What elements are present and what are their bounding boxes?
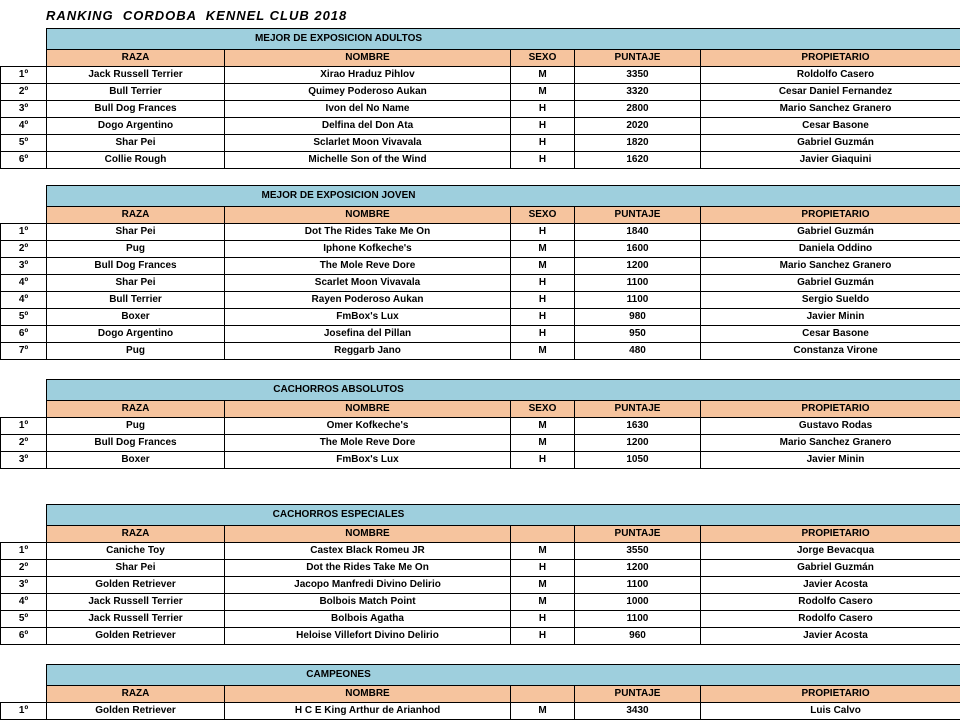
rank-position: 1º <box>1 418 47 435</box>
cell-sexo: M <box>511 543 575 560</box>
rank-position: 3º <box>1 577 47 594</box>
section-title <box>47 186 960 207</box>
table-row <box>1 543 960 560</box>
table-row <box>1 703 960 720</box>
cell-raza: Caniche Toy <box>47 543 225 560</box>
cell-nombre: FmBox's Lux <box>225 452 511 469</box>
cell-puntaje: 1840 <box>575 224 701 241</box>
cell-puntaje: 3550 <box>575 543 701 560</box>
cell-propietario: Cesar Basone <box>701 118 960 135</box>
cell-puntaje: 1000 <box>575 594 701 611</box>
cell-propietario: Mario Sanchez Granero <box>701 435 960 452</box>
column-header-puntaje: PUNTAJE <box>575 401 701 418</box>
ranking-table <box>0 185 960 360</box>
column-header-puntaje: PUNTAJE <box>575 526 701 543</box>
cell-raza: Jack Russell Terrier <box>47 594 225 611</box>
ranking-section <box>0 185 960 360</box>
section-title <box>47 380 960 401</box>
cell-raza: Shar Pei <box>47 275 225 292</box>
cell-sexo: H <box>511 224 575 241</box>
cell-puntaje: 1050 <box>575 452 701 469</box>
ranking-section <box>0 504 960 645</box>
table-row <box>1 67 960 84</box>
cell-puntaje: 1100 <box>575 611 701 628</box>
cell-raza: Shar Pei <box>47 560 225 577</box>
cell-sexo: H <box>511 275 575 292</box>
ranking-table <box>0 504 960 645</box>
cell-propietario: Daniela Oddino <box>701 241 960 258</box>
cell-raza: Boxer <box>47 309 225 326</box>
rank-position: 2º <box>1 84 47 101</box>
rank-position: 5º <box>1 135 47 152</box>
cell-sexo: M <box>511 84 575 101</box>
table-row <box>1 343 960 360</box>
page-title: RANKING CORDOBA KENNEL CLUB 2018 <box>46 8 348 23</box>
cell-propietario: Luis Calvo <box>701 703 960 720</box>
cell-raza: Golden Retriever <box>47 628 225 645</box>
column-header-propietario: PROPIETARIO <box>701 526 960 543</box>
rank-position: 5º <box>1 611 47 628</box>
cell-sexo: H <box>511 560 575 577</box>
cell-sexo: H <box>511 309 575 326</box>
table-row <box>1 326 960 343</box>
cell-nombre: Castex Black Romeu JR <box>225 543 511 560</box>
cell-nombre: Jacopo Manfredi Divino Delirio <box>225 577 511 594</box>
cell-puntaje: 950 <box>575 326 701 343</box>
cell-propietario: Roldolfo Casero <box>701 67 960 84</box>
cell-sexo: H <box>511 628 575 645</box>
column-header-sexo: SEXO <box>511 50 575 67</box>
section-band-row <box>1 505 960 526</box>
cell-puntaje: 1600 <box>575 241 701 258</box>
cell-nombre: Iphone Kofkeche's <box>225 241 511 258</box>
cell-sexo: H <box>511 135 575 152</box>
table-row <box>1 418 960 435</box>
section-title <box>47 505 960 526</box>
rank-position: 6º <box>1 326 47 343</box>
table-row <box>1 628 960 645</box>
band-gap <box>1 665 47 686</box>
table-row <box>1 135 960 152</box>
column-header-propietario: PROPIETARIO <box>701 207 960 224</box>
ranking-table <box>0 379 960 469</box>
ranking-section <box>0 664 960 720</box>
cell-puntaje: 1100 <box>575 577 701 594</box>
cell-raza: Boxer <box>47 452 225 469</box>
column-header-raza: RAZA <box>47 50 225 67</box>
cell-puntaje: 2020 <box>575 118 701 135</box>
ranking-section <box>0 28 960 169</box>
column-header-nombre: NOMBRE <box>225 50 511 67</box>
cell-sexo: H <box>511 611 575 628</box>
band-gap <box>1 186 47 207</box>
cell-nombre: Ivon del No Name <box>225 101 511 118</box>
column-header-raza: RAZA <box>47 686 225 703</box>
column-header-nombre: NOMBRE <box>225 526 511 543</box>
cell-puntaje: 1820 <box>575 135 701 152</box>
rank-position: 4º <box>1 275 47 292</box>
table-row <box>1 258 960 275</box>
cell-sexo: H <box>511 452 575 469</box>
cell-raza: Shar Pei <box>47 135 225 152</box>
cell-puntaje: 1100 <box>575 292 701 309</box>
rank-position: 4º <box>1 594 47 611</box>
cell-puntaje: 1100 <box>575 275 701 292</box>
cell-raza: Jack Russell Terrier <box>47 611 225 628</box>
ranking-table <box>0 28 960 169</box>
column-header-raza: RAZA <box>47 401 225 418</box>
table-row <box>1 241 960 258</box>
cell-sexo: M <box>511 577 575 594</box>
section-title-text: MEJOR DE EXPOSICION ADULTOS <box>254 33 423 44</box>
cell-sexo: M <box>511 67 575 84</box>
column-header-sexo <box>511 526 575 543</box>
cell-nombre: Scarlet Moon Vivavala <box>225 275 511 292</box>
cell-puntaje: 2800 <box>575 101 701 118</box>
column-header-propietario: PROPIETARIO <box>701 401 960 418</box>
table-row <box>1 452 960 469</box>
rank-position: 4º <box>1 292 47 309</box>
cell-propietario: Rodolfo Casero <box>701 594 960 611</box>
cell-puntaje: 3430 <box>575 703 701 720</box>
cell-nombre: Josefina del Pillan <box>225 326 511 343</box>
cell-raza: Bull Dog Frances <box>47 435 225 452</box>
cell-nombre: Delfina del Don Ata <box>225 118 511 135</box>
cell-nombre: The Mole Reve Dore <box>225 435 511 452</box>
cell-raza: Pug <box>47 241 225 258</box>
column-header-raza: RAZA <box>47 207 225 224</box>
cell-raza: Dogo Argentino <box>47 326 225 343</box>
cell-propietario: Mario Sanchez Granero <box>701 101 960 118</box>
cell-raza: Pug <box>47 343 225 360</box>
header-gap <box>1 526 47 543</box>
cell-propietario: Gabriel Guzmán <box>701 224 960 241</box>
cell-nombre: Michelle Son of the Wind <box>225 152 511 169</box>
column-header-row <box>1 686 960 703</box>
cell-sexo: H <box>511 101 575 118</box>
cell-nombre: Dot the Rides Take Me On <box>225 560 511 577</box>
column-header-propietario: PROPIETARIO <box>701 50 960 67</box>
cell-propietario: Javier Minin <box>701 309 960 326</box>
cell-sexo: M <box>511 594 575 611</box>
rank-position: 1º <box>1 224 47 241</box>
table-row <box>1 118 960 135</box>
column-header-puntaje: PUNTAJE <box>575 50 701 67</box>
cell-nombre: Rayen Poderoso Aukan <box>225 292 511 309</box>
rank-position: 3º <box>1 452 47 469</box>
cell-propietario: Javier Acosta <box>701 628 960 645</box>
cell-raza: Dogo Argentino <box>47 118 225 135</box>
section-band-row <box>1 665 960 686</box>
cell-nombre: The Mole Reve Dore <box>225 258 511 275</box>
cell-nombre: Dot The Rides Take Me On <box>225 224 511 241</box>
cell-raza: Golden Retriever <box>47 577 225 594</box>
section-band-row <box>1 186 960 207</box>
cell-nombre: Quimey Poderoso Aukan <box>225 84 511 101</box>
rank-position: 3º <box>1 258 47 275</box>
cell-propietario: Rodolfo Casero <box>701 611 960 628</box>
cell-propietario: Javier Acosta <box>701 577 960 594</box>
cell-nombre: Omer Kofkeche's <box>225 418 511 435</box>
cell-sexo: M <box>511 343 575 360</box>
rank-position: 5º <box>1 309 47 326</box>
column-header-row <box>1 207 960 224</box>
table-row <box>1 594 960 611</box>
cell-propietario: Gabriel Guzmán <box>701 135 960 152</box>
column-header-raza: RAZA <box>47 526 225 543</box>
rank-position: 2º <box>1 435 47 452</box>
cell-puntaje: 1200 <box>575 560 701 577</box>
section-title <box>47 29 960 50</box>
rank-position: 1º <box>1 543 47 560</box>
cell-nombre: Sclarlet Moon Vivavala <box>225 135 511 152</box>
table-row <box>1 611 960 628</box>
section-band-row <box>1 29 960 50</box>
cell-raza: Collie Rough <box>47 152 225 169</box>
cell-nombre: H C E King Arthur de Arianhod <box>225 703 511 720</box>
rank-position: 1º <box>1 703 47 720</box>
cell-sexo: M <box>511 241 575 258</box>
cell-raza: Bull Dog Frances <box>47 258 225 275</box>
cell-puntaje: 980 <box>575 309 701 326</box>
table-row <box>1 309 960 326</box>
cell-puntaje: 480 <box>575 343 701 360</box>
column-header-sexo <box>511 686 575 703</box>
cell-raza: Golden Retriever <box>47 703 225 720</box>
rank-position: 4º <box>1 118 47 135</box>
header-gap <box>1 401 47 418</box>
cell-nombre: Heloise Villefort Divino Delirio <box>225 628 511 645</box>
column-header-row <box>1 526 960 543</box>
cell-propietario: Gabriel Guzmán <box>701 560 960 577</box>
cell-raza: Bull Terrier <box>47 84 225 101</box>
table-row <box>1 292 960 309</box>
cell-raza: Pug <box>47 418 225 435</box>
section-title <box>47 665 960 686</box>
cell-nombre: Bolbois Agatha <box>225 611 511 628</box>
column-header-row <box>1 50 960 67</box>
rank-position: 6º <box>1 152 47 169</box>
cell-puntaje: 1620 <box>575 152 701 169</box>
rank-position: 2º <box>1 560 47 577</box>
cell-nombre: Reggarb Jano <box>225 343 511 360</box>
section-title-text: CACHORROS ABSOLUTOS <box>273 384 404 395</box>
cell-nombre: Bolbois Match Point <box>225 594 511 611</box>
cell-propietario: Gustavo Rodas <box>701 418 960 435</box>
column-header-sexo: SEXO <box>511 401 575 418</box>
rank-position: 2º <box>1 241 47 258</box>
cell-propietario: Sergio Sueldo <box>701 292 960 309</box>
cell-propietario: Constanza Virone <box>701 343 960 360</box>
column-header-row <box>1 401 960 418</box>
table-row <box>1 224 960 241</box>
cell-propietario: Jorge Bevacqua <box>701 543 960 560</box>
table-row <box>1 101 960 118</box>
cell-nombre: Xirao Hraduz Pihlov <box>225 67 511 84</box>
band-gap <box>1 505 47 526</box>
section-title-text: CAMPEONES <box>306 669 371 680</box>
cell-propietario: Cesar Basone <box>701 326 960 343</box>
cell-puntaje: 960 <box>575 628 701 645</box>
rank-position: 7º <box>1 343 47 360</box>
header-gap <box>1 686 47 703</box>
section-title-text: MEJOR DE EXPOSICION JOVEN <box>261 190 416 201</box>
cell-puntaje: 1200 <box>575 258 701 275</box>
cell-propietario: Javier Minin <box>701 452 960 469</box>
column-header-nombre: NOMBRE <box>225 401 511 418</box>
rank-position: 1º <box>1 67 47 84</box>
band-gap <box>1 380 47 401</box>
cell-propietario: Mario Sanchez Granero <box>701 258 960 275</box>
table-row <box>1 560 960 577</box>
cell-raza: Bull Dog Frances <box>47 101 225 118</box>
cell-puntaje: 1200 <box>575 435 701 452</box>
column-header-puntaje: PUNTAJE <box>575 686 701 703</box>
ranking-section <box>0 379 960 469</box>
column-header-propietario: PROPIETARIO <box>701 686 960 703</box>
table-row <box>1 84 960 101</box>
section-title-text: CACHORROS ESPECIALES <box>272 509 405 520</box>
cell-sexo: M <box>511 703 575 720</box>
cell-sexo: H <box>511 292 575 309</box>
table-row <box>1 275 960 292</box>
cell-raza: Bull Terrier <box>47 292 225 309</box>
band-gap <box>1 29 47 50</box>
cell-propietario: Javier Giaquini <box>701 152 960 169</box>
header-gap <box>1 50 47 67</box>
ranking-table <box>0 664 960 720</box>
cell-sexo: M <box>511 435 575 452</box>
cell-puntaje: 3320 <box>575 84 701 101</box>
cell-sexo: H <box>511 152 575 169</box>
table-row <box>1 577 960 594</box>
cell-raza: Jack Russell Terrier <box>47 67 225 84</box>
section-band-row <box>1 380 960 401</box>
cell-sexo: H <box>511 118 575 135</box>
header-gap <box>1 207 47 224</box>
cell-raza: Shar Pei <box>47 224 225 241</box>
cell-propietario: Gabriel Guzmán <box>701 275 960 292</box>
column-header-puntaje: PUNTAJE <box>575 207 701 224</box>
cell-sexo: M <box>511 258 575 275</box>
rank-position: 6º <box>1 628 47 645</box>
cell-puntaje: 3350 <box>575 67 701 84</box>
cell-sexo: H <box>511 326 575 343</box>
cell-sexo: M <box>511 418 575 435</box>
rank-position: 3º <box>1 101 47 118</box>
table-row <box>1 435 960 452</box>
cell-nombre: FmBox's Lux <box>225 309 511 326</box>
cell-puntaje: 1630 <box>575 418 701 435</box>
column-header-sexo: SEXO <box>511 207 575 224</box>
table-row <box>1 152 960 169</box>
cell-propietario: Cesar Daniel Fernandez <box>701 84 960 101</box>
column-header-nombre: NOMBRE <box>225 686 511 703</box>
column-header-nombre: NOMBRE <box>225 207 511 224</box>
